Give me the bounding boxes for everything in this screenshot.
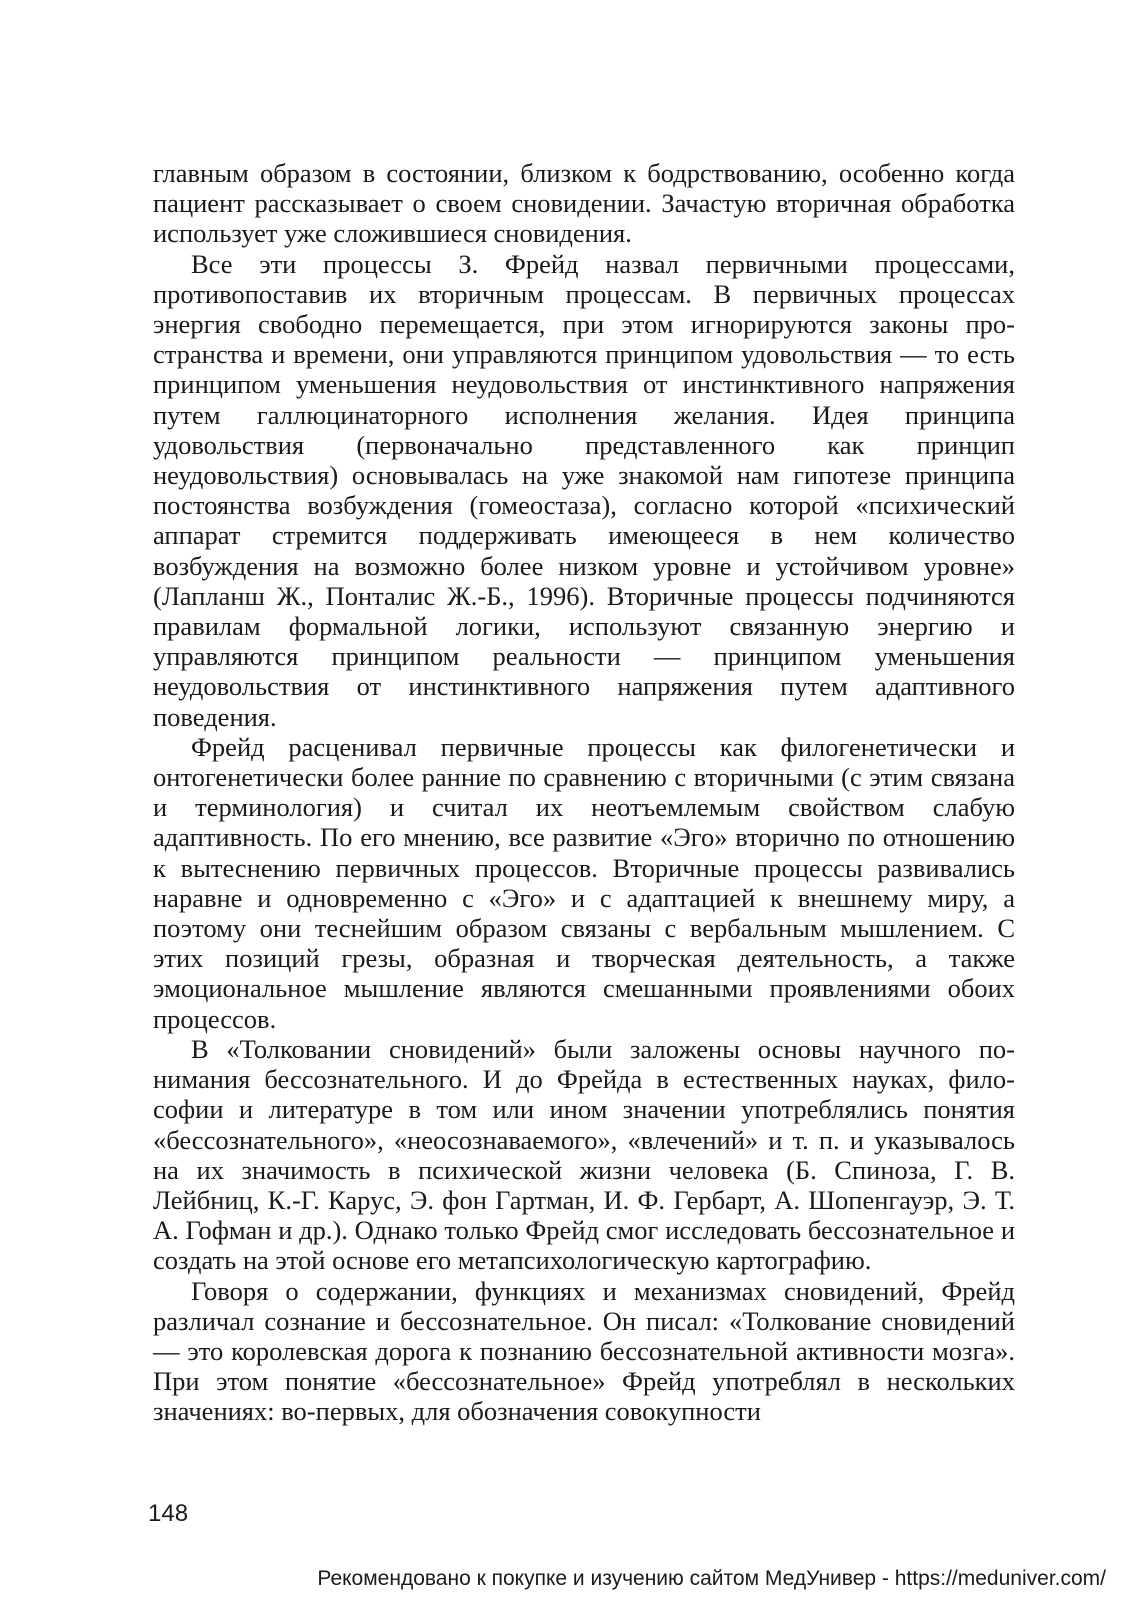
- body-text: [153, 158, 1015, 1427]
- paragraph: главным образом в состоянии, близком к бодрствованию, особенно когда пациент рассказывает о своем сновидении. Зачастую вторичная обработка использует уже сложившиеся сновидения.: [153, 158, 1015, 249]
- paragraph: Фрейд расценивал первичные процессы как филогенетически и онтогенетически более ранние по сравнению с вторичными (с этим связана и терминология) и считал их неотъемлемым свойством слабую адаптивность. По его мнению, все развитие «Эго» вторично по отношению к вытеснению первичных процессов. Вторичные процессы развивались наравне и одновременно с «Эго» и с адаптацией к внешнему миру, а поэтому они теснейшим образом связаны с вербальным мышлением. С этих позиций грезы, образная и творческая деятельность, а также эмоциональное мышление являются смешанными проявлениями обоих процессов.: [153, 731, 1015, 1034]
- page-number: 148: [148, 1500, 189, 1527]
- footer-note: Рекомендовано к покупке и изучению сайтом МедУнивер - https://meduniver.com/: [317, 1567, 1106, 1590]
- paragraph: Все эти процессы З. Фрейд назвал первичными процессами, противопоставив их вторичным процессам. В первичных процессах энергия свободно перемещается, при этом игнорируются законы пространства и времени, они управляются принципом удовольствия — то есть принципом уменьшения неудовольствия от инстинктивного напряжения путем галлюцинаторного исполнения желания. Идея принципа удовольствия (первоначально представленного как принцип неудовольствия) основывалась на уже знакомой нам гипотезе принципа постоянства возбуждения (гомеостаза), согласно которой «психический аппарат стремится поддерживать имеющееся в нем количество возбуждения на возможно более низком уровне и устойчивом уровне» (Лапланш Ж., Понталис Ж.-Б., 1996). Вторичные процессы подчиняются правилам формальной логики, используют связанную энергию и управляются принципом реальности — принципом уменьшения неудовольствия от инстинктивного напряжения путем адаптивного поведения.: [153, 248, 1015, 732]
- paragraph: Говоря о содержании, функциях и механизмах сновидений, Фрейд различал сознание и бессознательное. Он писал: «Толкование сновидений — это королевская дорога к познанию бессознательной активности мозга». При этом понятие «бессознательное» Фрейд употреблял в нескольких значениях: во-первых, для обозначения совокупности: [153, 1275, 1015, 1427]
- paragraph: В «Толковании сновидений» были заложены основы научного понимания бессознательного. И до Фрейда в естественных науках, философии и литературе в том или ином значении употреблялись понятия «бессознательного», «неосознаваемого», «влечений» и т. п. и указывалось на их значимость в психической жизни человека (Б. Спиноза, Г. В. Лейбниц, К.-Г. Карус, Э. фон Гартман, И. Ф. Гербарт, А. Шопенгауэр, Э. Т. А. Гофман и др.). Однако только Фрейд смог исследовать бессознательное и создать на этой основе его метапсихологическую картографию.: [153, 1033, 1015, 1276]
